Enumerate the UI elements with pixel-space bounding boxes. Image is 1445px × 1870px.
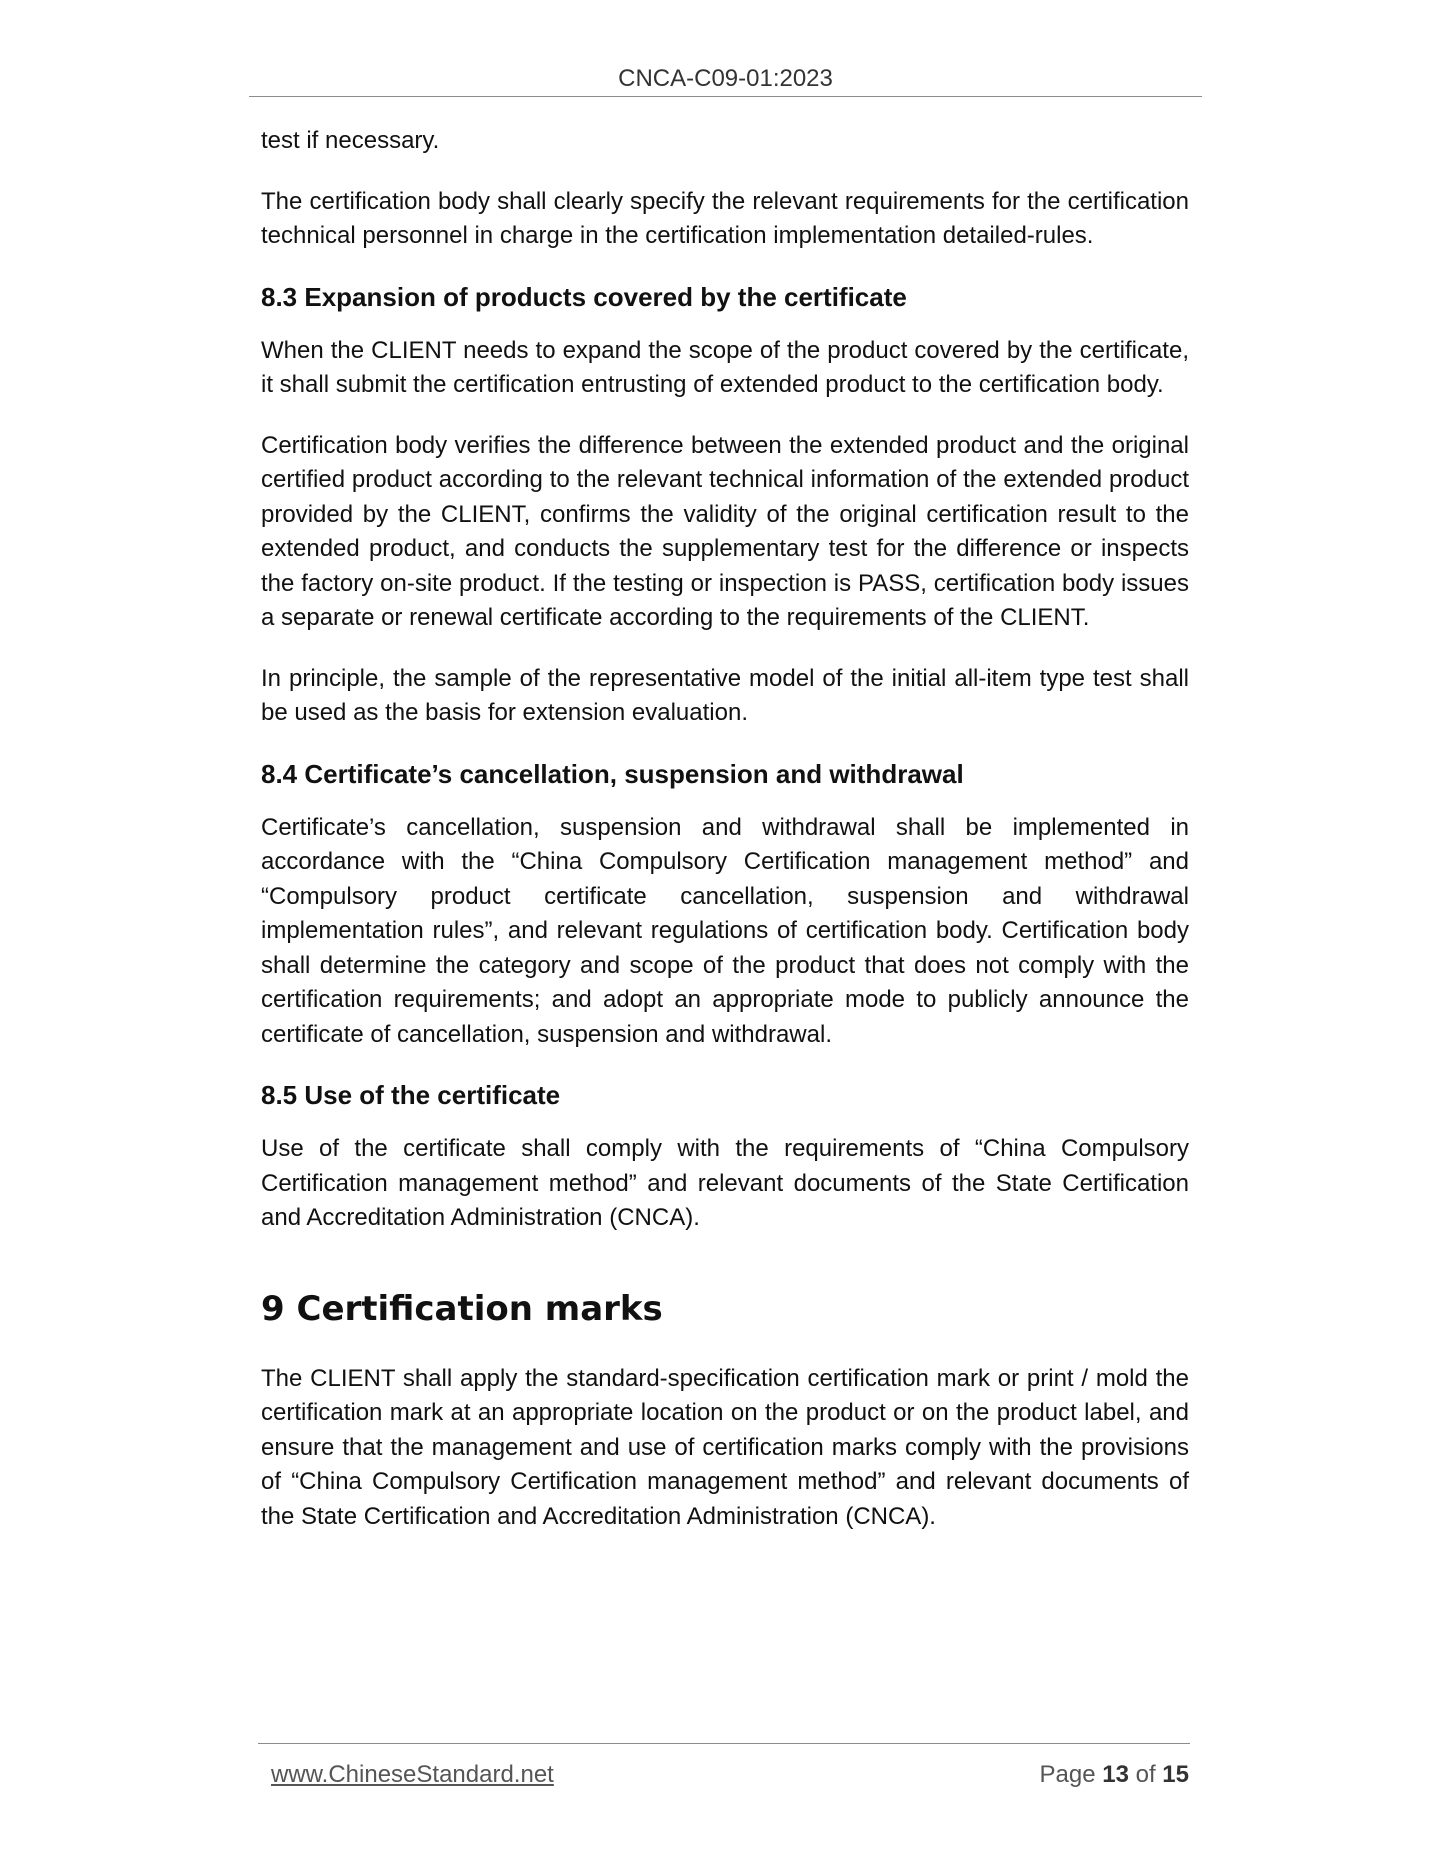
paragraph: The CLIENT shall apply the standard-specification certification mark or print / mold the certification mark at an appropriate location on the product or on the product label, and ensure that the management and use of certification marks comply with the provisions of “China Compulsory Certification management method” and relevant documents of the State Certification and Accreditation Administration (CNCA). bbox=[261, 1364, 1189, 1530]
section-heading-8-5: 8.5 Use of the certificate bbox=[261, 1080, 561, 1110]
paragraph: Certification body verifies the difference between the extended product and the original certified product according to the relevant technical information of the extended product provided by the CLIENT, confirms the validity of the original certification result to the extended product, and conducts the supplementary test for the difference or inspects the factory on-site product. If the testing or inspection is PASS, certification body issues a separate or renewal certificate according to the requirements of the CLIENT. bbox=[261, 431, 1189, 631]
page-footer bbox=[271, 1760, 1189, 1790]
paragraph: Certificate’s cancellation, suspension and withdrawal shall be implemented in accordance with the “China Compulsory Certification management method” and “Compulsory product certificate cancellation, suspension and withdrawal implementation rules”, and relevant regulations of certification body. Certification body shall determine the category and scope of the product that does not comply with the certification requirements; and adopt an appropriate mode to publicly announce the certificate of cancellation, suspension and withdrawal. bbox=[261, 813, 1189, 1048]
paragraph: Use of the certificate shall comply with the requirements of “China Compulsory Certification management method” and relevant documents of the State Certification and Accreditation Administration (CNCA). bbox=[261, 1135, 1189, 1231]
section-heading-8-4: 8.4 Certificate’s cancellation, suspension and withdrawal bbox=[261, 758, 964, 789]
website-link[interactable]: www.ChineseStandard.net bbox=[271, 1761, 554, 1788]
section-heading-8-3: 8.3 Expansion of products covered by the certificate bbox=[261, 281, 907, 312]
paragraph: When the CLIENT needs to expand the scope of the product covered by the certificate, it shall submit the certification entrusting of extended product to the certification body. bbox=[261, 336, 1189, 398]
chapter-heading-9: 9 Certification marks bbox=[261, 1288, 663, 1329]
page-header bbox=[249, 64, 1202, 97]
page-indicator bbox=[1040, 1760, 1190, 1790]
paragraph: test if necessary. bbox=[261, 127, 440, 154]
paragraph: In principle, the sample of the representative model of the initial all-item type test shall be used as the basis for extension evaluation. bbox=[261, 664, 1189, 726]
page-label: Page bbox=[1039, 1761, 1096, 1788]
page-total: 15 bbox=[1162, 1761, 1189, 1788]
footer-divider bbox=[258, 1743, 1190, 1744]
document-body bbox=[261, 124, 1189, 1560]
document-id: CNCA-C09-01:2023 bbox=[618, 65, 833, 92]
paragraph: The certification body shall clearly specify the relevant requirements for the certification technical personnel in charge in the certification implementation detailed-rules. bbox=[261, 187, 1189, 249]
of-label: of bbox=[1135, 1761, 1156, 1788]
page-number: 13 bbox=[1102, 1761, 1129, 1788]
